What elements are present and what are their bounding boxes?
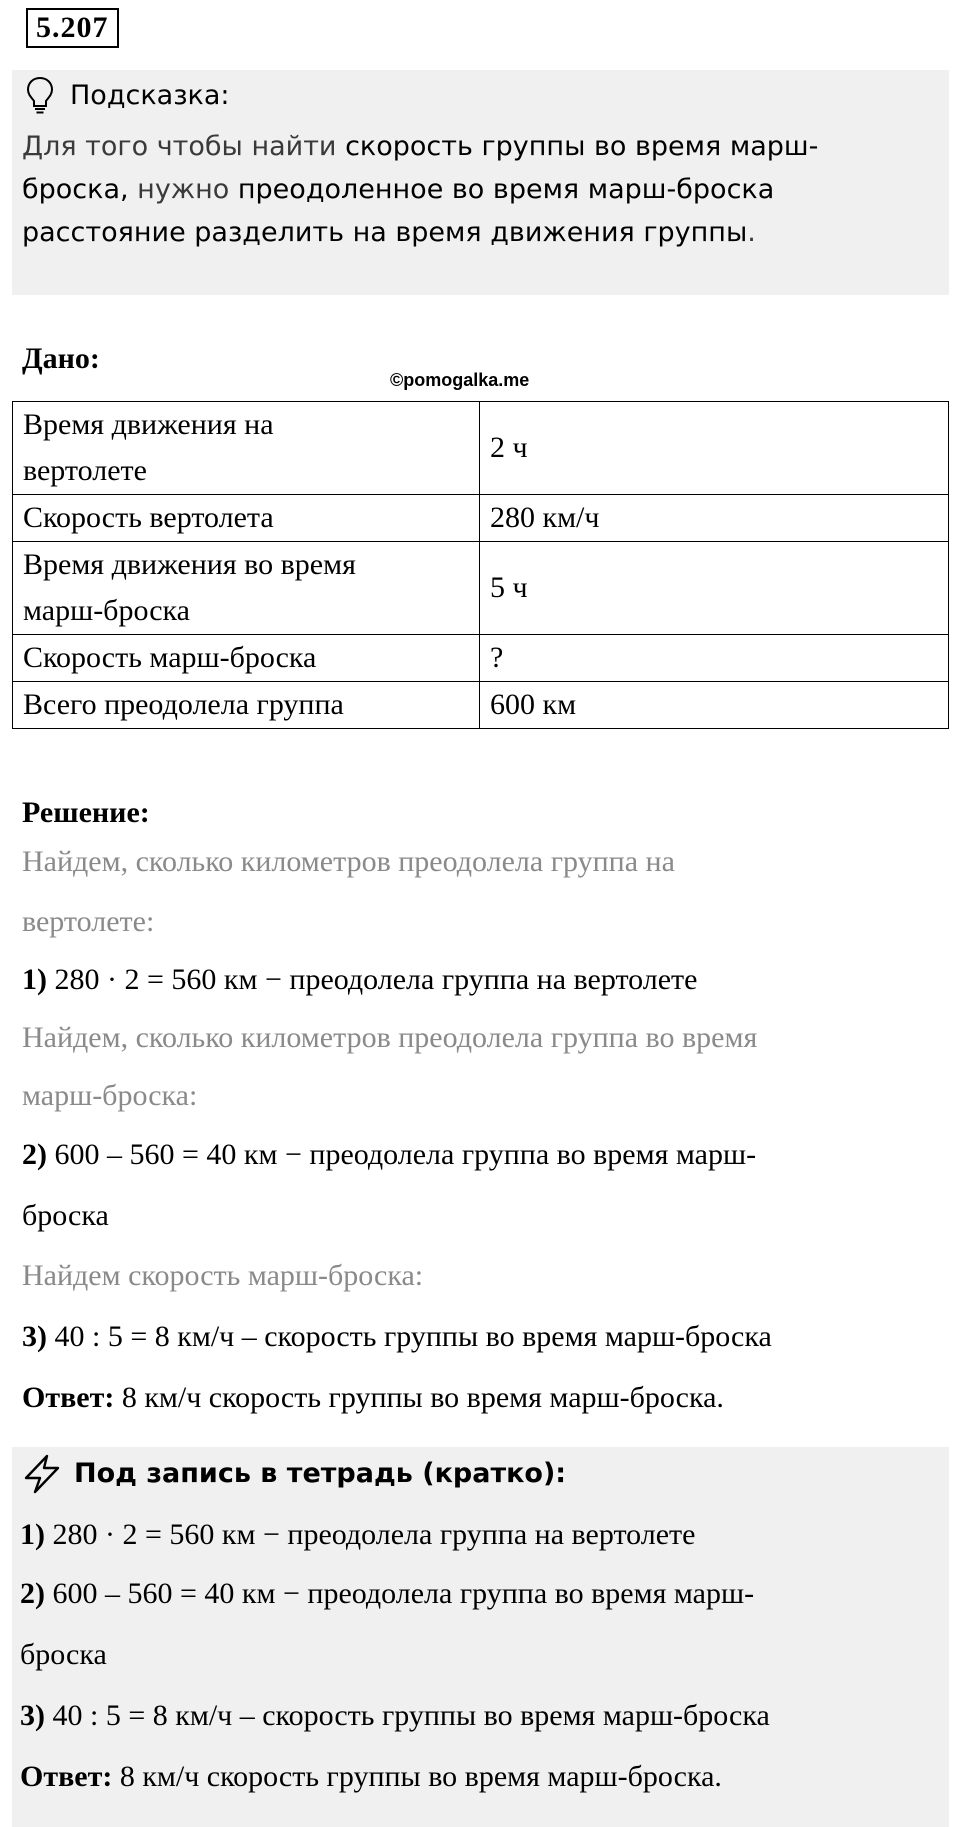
lightning-icon [20,1453,64,1495]
table-cell-label: Скорость марш-броска [13,635,480,682]
problem-number: 5.207 [26,8,119,48]
table-cell-label: Всего преодолела группа [13,682,480,729]
summary-step-1: 1) 280 · 2 = 560 км − преодолела группа на вертолете [20,1518,696,1551]
summary-title: Под запись в тетрадь (кратко): [74,1458,567,1489]
table-row [13,635,949,682]
table-cell-label: Скорость вертолета [13,495,480,542]
solution-comment-2-line-1: Найдем, сколько километров преодолела группа во время [22,1021,758,1054]
hint-line-1: Для того чтобы найти скорость группы во время марш- [22,131,819,162]
table-cell-value: 5 ч [480,542,949,635]
watermark: ©pomogalka.me [390,370,530,390]
table-row [13,495,949,542]
summary-step-2-line-2: броска [20,1638,107,1671]
solution-step-1: 1) 280 · 2 = 560 км − преодолела группа на вертолете [22,963,698,996]
hint-line-3: расстояние разделить на время движения группы. [22,217,756,248]
solution-comment-1-line-2: вертолете: [22,905,155,938]
given-title: Дано: [22,342,100,375]
solution-step-2-line-2: броска [22,1199,109,1232]
summary-answer: Ответ: 8 км/ч скорость группы во время марш-броска. [20,1760,722,1793]
table-cell-label: Время движения во время марш-броска [13,542,480,635]
table-cell-value: 2 ч [480,402,949,495]
table-cell-value: 600 км [480,682,949,729]
solution-comment-1-line-1: Найдем, сколько километров преодолела группа на [22,845,675,878]
table-cell-value: ? [480,635,949,682]
hint-title: Подсказка: [70,80,230,111]
table-cell-label: Время движения на вертолете [13,402,480,495]
summary-step-3: 3) 40 : 5 = 8 км/ч – скорость группы во время марш-броска [20,1699,770,1732]
table-cell-value: 280 км/ч [480,495,949,542]
solution-answer: Ответ: 8 км/ч скорость группы во время марш-броска. [22,1381,724,1414]
solution-step-3: 3) 40 : 5 = 8 км/ч – скорость группы во время марш-броска [22,1320,772,1353]
table-row [13,682,949,729]
solution-step-2-line-1: 2) 600 – 560 = 40 км − преодолела группа во время марш- [22,1138,757,1171]
solution-comment-2-line-2: марш-броска: [22,1079,198,1112]
hint-text [22,125,922,254]
solution-comment-3: Найдем скорость марш-броска: [22,1259,424,1292]
table-row [13,542,949,635]
table-row [13,402,949,495]
given-table [12,401,949,729]
hint-line-2: броска, нужно преодоленное во время марш-броска [22,174,775,205]
solution-title: Решение: [22,796,150,829]
summary-step-2-line-1: 2) 600 – 560 = 40 км − преодолела группа во время марш- [20,1577,755,1610]
lightbulb-icon [26,76,54,116]
